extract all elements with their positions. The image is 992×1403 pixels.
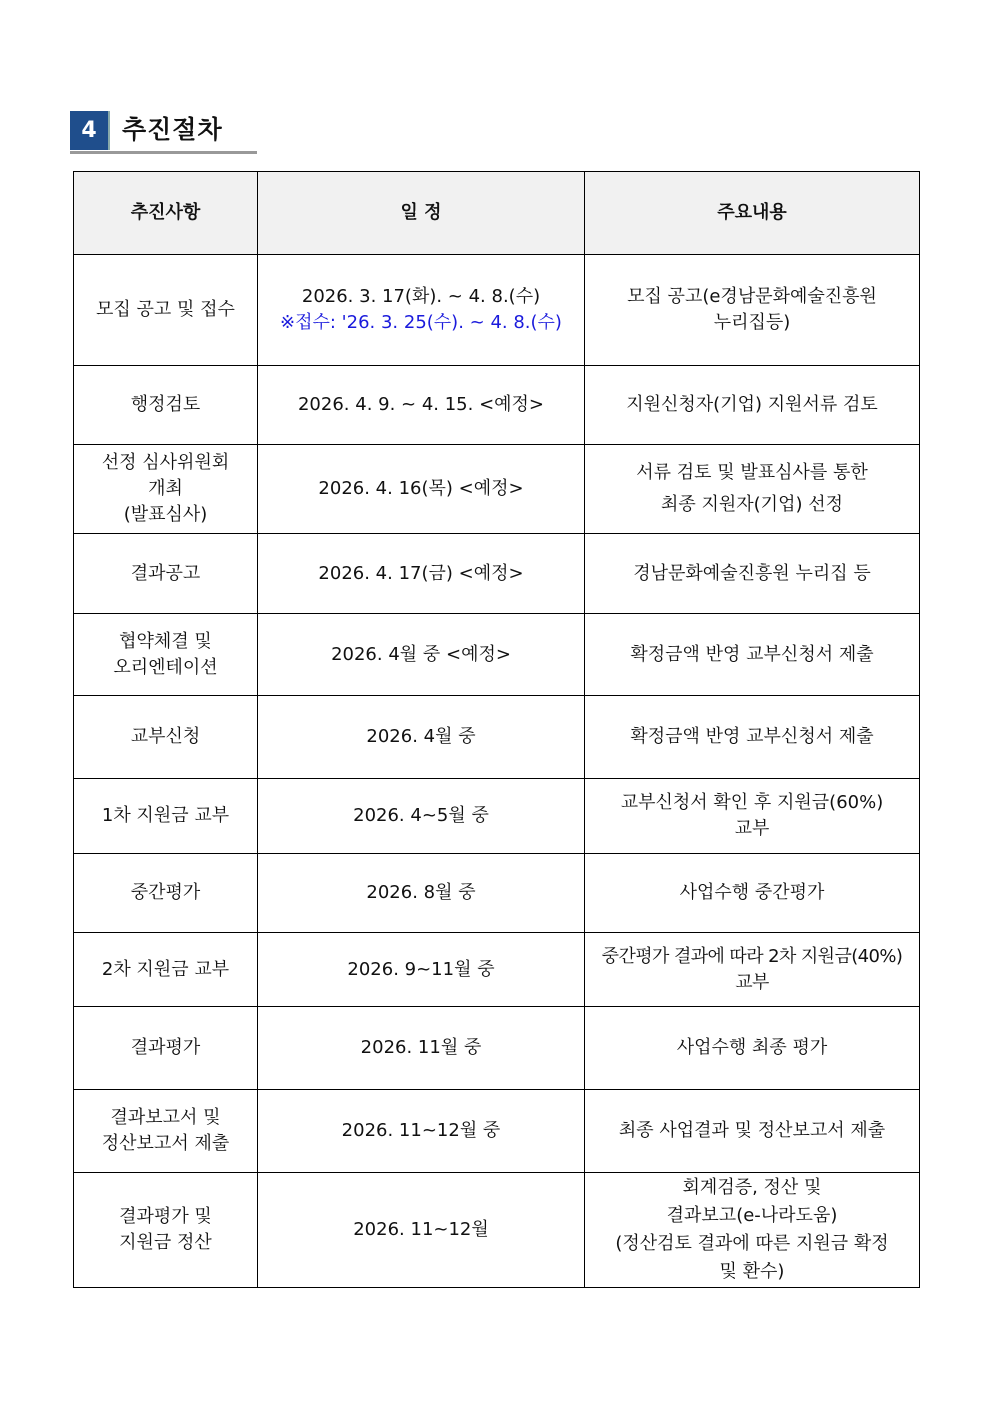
cell-item: 모집 공고 및 접수 xyxy=(74,255,258,366)
cell-schedule xyxy=(258,255,585,366)
cell-schedule: 2026. 4월 중 <예정> xyxy=(258,614,585,696)
cell-item: 2차 지원금 교부 xyxy=(74,933,258,1007)
header-content: 주요내용 xyxy=(585,172,920,255)
cell-item: 1차 지원금 교부 xyxy=(74,779,258,854)
cell-item: 선정 심사위원회 개최 (발표심사) xyxy=(74,445,258,534)
cell-item: 결과공고 xyxy=(74,534,258,614)
cell-schedule: 2026. 4. 9. ~ 4. 15. <예정> xyxy=(258,366,585,445)
table-row xyxy=(74,1007,920,1090)
table-row xyxy=(74,534,920,614)
cell-item: 중간평가 xyxy=(74,854,258,933)
procedure-table xyxy=(73,171,920,1288)
cell-content: 서류 검토 및 발표심사를 통한 최종 지원자(기업) 선정 xyxy=(585,445,920,534)
schedule-note: ※접수: '26. 3. 25(수). ~ 4. 8.(수) xyxy=(280,312,562,333)
cell-item: 결과평가 및 지원금 정산 xyxy=(74,1173,258,1288)
cell-content: 회계검증, 정산 및 결과보고(e-나라도움) (정산검토 결과에 따른 지원금 확정 및 환수) xyxy=(585,1173,920,1288)
section-number: 4 xyxy=(70,111,110,150)
cell-schedule: 2026. 4월 중 xyxy=(258,696,585,779)
cell-content: 확정금액 반영 교부신청서 제출 xyxy=(585,696,920,779)
cell-item: 행정검토 xyxy=(74,366,258,445)
cell-schedule: 2026. 4~5월 중 xyxy=(258,779,585,854)
table-row xyxy=(74,854,920,933)
cell-schedule: 2026. 4. 16(목) <예정> xyxy=(258,445,585,534)
cell-content: 사업수행 최종 평가 xyxy=(585,1007,920,1090)
cell-content: 확정금액 반영 교부신청서 제출 xyxy=(585,614,920,696)
section-heading xyxy=(70,111,257,154)
table-row xyxy=(74,445,920,534)
cell-content: 모집 공고(e경남문화예술진흥원 누리집등) xyxy=(585,255,920,366)
table-row xyxy=(74,1090,920,1173)
cell-schedule: 2026. 11월 중 xyxy=(258,1007,585,1090)
section-title: 추진절차 xyxy=(122,115,223,144)
cell-content: 지원신청자(기업) 지원서류 검토 xyxy=(585,366,920,445)
cell-item: 협약체결 및 오리엔테이션 xyxy=(74,614,258,696)
cell-item: 결과평가 xyxy=(74,1007,258,1090)
cell-content: 교부신청서 확인 후 지원금(60%) 교부 xyxy=(585,779,920,854)
cell-content: 경남문화예술진흥원 누리집 등 xyxy=(585,534,920,614)
table-header-row xyxy=(74,172,920,255)
table-row xyxy=(74,696,920,779)
cell-schedule: 2026. 8월 중 xyxy=(258,854,585,933)
table-row xyxy=(74,255,920,366)
cell-schedule: 2026. 9~11월 중 xyxy=(258,933,585,1007)
cell-schedule: 2026. 11~12월 중 xyxy=(258,1090,585,1173)
table-row xyxy=(74,366,920,445)
table-row xyxy=(74,779,920,854)
table-row xyxy=(74,614,920,696)
table-row xyxy=(74,933,920,1007)
table-row xyxy=(74,1173,920,1288)
header-item: 추진사항 xyxy=(74,172,258,255)
cell-content: 최종 사업결과 및 정산보고서 제출 xyxy=(585,1090,920,1173)
cell-schedule: 2026. 11~12월 xyxy=(258,1173,585,1288)
schedule-text: 2026. 3. 17(화). ~ 4. 8.(수) xyxy=(301,286,541,307)
header-schedule: 일 정 xyxy=(258,172,585,255)
cell-content: 중간평가 결과에 따라 2차 지원금(40%) 교부 xyxy=(585,933,920,1007)
cell-item: 교부신청 xyxy=(74,696,258,779)
cell-schedule: 2026. 4. 17(금) <예정> xyxy=(258,534,585,614)
cell-item: 결과보고서 및 정산보고서 제출 xyxy=(74,1090,258,1173)
cell-content: 사업수행 중간평가 xyxy=(585,854,920,933)
